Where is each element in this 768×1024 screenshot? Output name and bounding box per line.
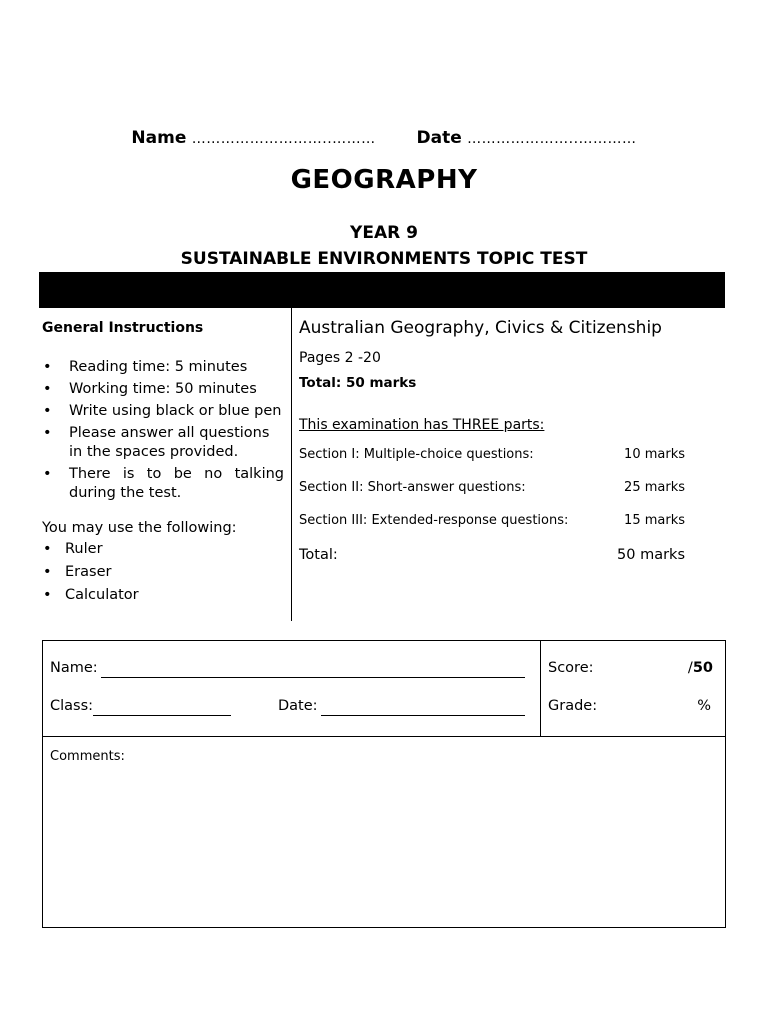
tool-item: • Ruler: [42, 540, 284, 559]
score-box-top: [43, 641, 725, 737]
tool-item: • Calculator: [42, 586, 284, 605]
score-date-line[interactable]: [321, 715, 525, 716]
score-date-label: Date:: [278, 698, 318, 714]
document-title: GEOGRAPHY: [290, 165, 478, 195]
score-value: /50: [687, 660, 713, 676]
score-box: [42, 640, 726, 928]
section-marks: 10 marks: [624, 447, 685, 462]
total-marks: Total: 50 marks: [299, 375, 417, 391]
comments-label: Comments:: [50, 749, 125, 764]
student-name-label: Name:: [50, 660, 98, 676]
section-marks: 15 marks: [624, 513, 685, 528]
instructions-list: [42, 358, 284, 503]
total-value: 50 marks: [617, 547, 685, 563]
section-row: [299, 480, 699, 513]
grade-label: Grade:: [548, 698, 598, 714]
tool-item: • Eraser: [42, 563, 284, 582]
tools-list: [42, 540, 284, 605]
score-total: 50: [692, 660, 713, 676]
instruction-item: • Please answer all questions in the spaces provided.: [42, 424, 284, 462]
score-divider: [540, 641, 541, 736]
may-use-label: You may use the following:: [42, 520, 237, 536]
section-row: [299, 513, 699, 546]
test-subtitle: SUSTAINABLE ENVIRONMENTS TOPIC TEST: [180, 249, 588, 269]
instruction-item: • Reading time: 5 minutes: [42, 358, 284, 377]
total-row: [299, 547, 699, 563]
name-field[interactable]: ………………………..………: [191, 131, 376, 147]
instruction-item: • There is to be no talking during the test.: [42, 465, 284, 503]
name-label: Name: [131, 128, 187, 148]
section-label: Section III: Extended-response questions:: [299, 513, 569, 528]
total-label: Total:: [299, 547, 338, 563]
year-heading: YEAR 9: [350, 223, 418, 243]
exam-info-panel: [299, 318, 699, 563]
section-marks: 25 marks: [624, 480, 685, 495]
header-black-bar: [39, 272, 725, 308]
pages-range: Pages 2 -20: [299, 350, 381, 366]
date-field[interactable]: …………………..…………: [467, 131, 637, 147]
student-name-line[interactable]: [101, 677, 525, 678]
class-line[interactable]: [93, 715, 231, 716]
course-title: Australian Geography, Civics & Citizenship: [299, 318, 662, 338]
instruction-item: • Write using black or blue pen: [42, 402, 284, 421]
name-date-line: [0, 128, 768, 148]
general-instructions-title: General Instructions: [42, 320, 204, 336]
section-row: [299, 447, 699, 480]
score-label: Score:: [548, 660, 594, 676]
parts-heading: This examination has THREE parts:: [299, 417, 545, 433]
section-label: Section II: Short-answer questions:: [299, 480, 526, 495]
general-instructions-panel: [42, 320, 284, 609]
column-divider: [291, 308, 292, 621]
grade-value: %: [697, 698, 711, 714]
class-label: Class:: [50, 698, 94, 714]
date-label: Date: [416, 128, 462, 148]
instruction-item: • Working time: 50 minutes: [42, 380, 284, 399]
section-label: Section I: Multiple-choice questions:: [299, 447, 534, 462]
